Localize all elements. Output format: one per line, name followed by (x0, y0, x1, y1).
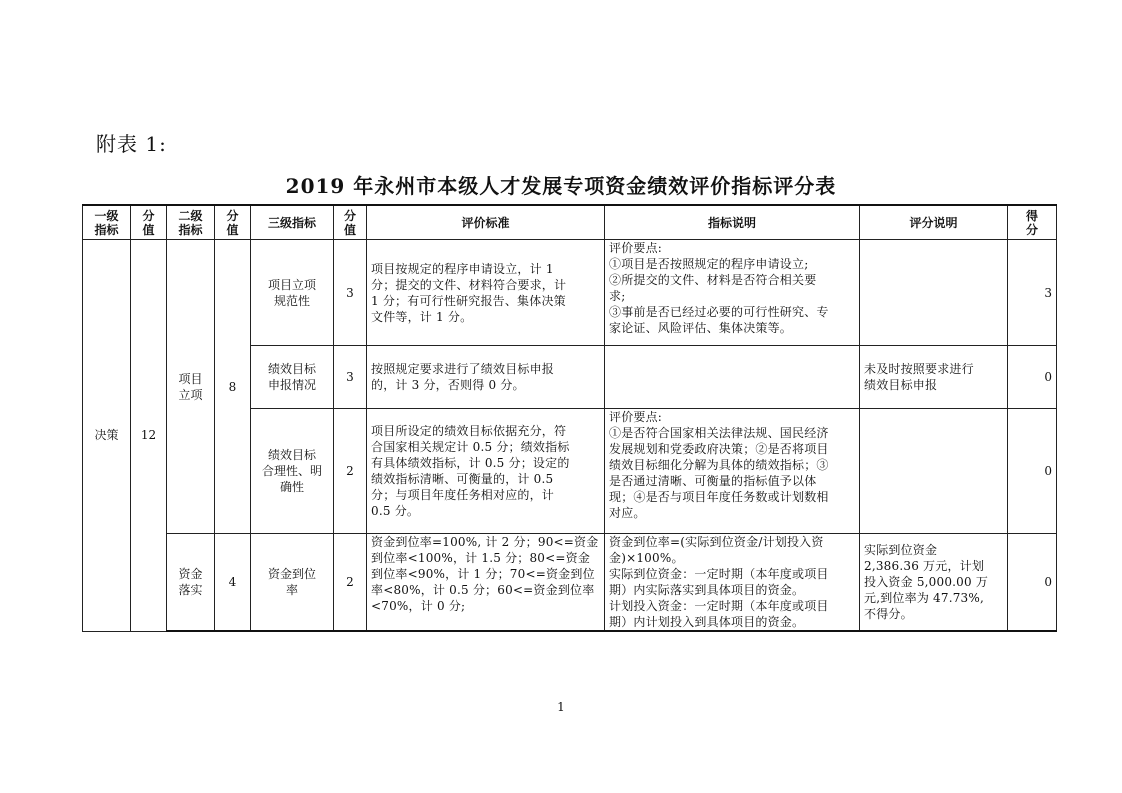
level3-score: 3 (334, 346, 367, 409)
criteria-cell: 按照规定要求进行了绩效目标申报 的，计 3 分，否则得 0 分。 (367, 346, 605, 409)
header-level2: 二级 指标 (167, 205, 215, 240)
scoring-note-cell: 实际到位资金 2,386.36 万元，计划 投入资金 5,000.00 万 元,到位率为 47.73%, 不得分。 (860, 534, 1008, 632)
appendix-caption: 附表 1: (96, 132, 167, 156)
table-row (83, 240, 1057, 346)
explanation-cell: 资金到位率=(实际到位资金/计划投入资 金)×100%。 实际到位资金：一定时期（本年度或项目 期）内实际落实到具体项目的资金。 计划投入资金：一定时期（本年度或项目 期）内计划投入到具体项目的资金。 (605, 534, 860, 632)
obtained-score: 0 (1008, 534, 1057, 632)
header-criteria: 评价标准 (367, 205, 605, 240)
obtained-score: 0 (1008, 346, 1057, 409)
explanation-cell (605, 346, 860, 409)
criteria-cell: 项目所设定的绩效目标依据充分，符 合国家相关规定计 0.5 分；绩效指标 有具体绩效指标，计 0.5 分；设定的 绩效指标清晰、可衡量的，计 0.5 分；与项目年度任务相对应的，计 0.5 分。 (367, 409, 605, 534)
level3-name: 绩效目标 合理性、明 确性 (251, 409, 334, 534)
header-obtained: 得 分 (1008, 205, 1057, 240)
level3-name: 资金到位 率 (251, 534, 334, 632)
header-score3: 分 值 (334, 205, 367, 240)
scoring-note-cell (860, 409, 1008, 534)
level2-score: 4 (215, 534, 251, 632)
level2-name: 项目 立项 (167, 240, 215, 534)
level3-score: 2 (334, 534, 367, 632)
criteria-cell: 项目按规定的程序申请设立，计 1 分；提交的文件、材料符合要求，计 1 分；有可行性研究报告、集体决策 文件等，计 1 分。 (367, 240, 605, 346)
level3-score: 3 (334, 240, 367, 346)
level1-name: 决策 (83, 240, 131, 632)
table-header-row (83, 205, 1057, 240)
level1-score: 12 (131, 240, 167, 632)
header-scoring-note: 评分说明 (860, 205, 1008, 240)
scoring-note-cell: 未及时按照要求进行 绩效目标申报 (860, 346, 1008, 409)
table-title: 2019 年永州市本级人才发展专项资金绩效评价指标评分表 (285, 174, 837, 198)
table-row (83, 534, 1057, 632)
header-score2: 分 值 (215, 205, 251, 240)
criteria-cell: 资金到位率=100%, 计 2 分；90<=资金 到位率<100%，计 1.5 分；80<=资金 到位率<90%，计 1 分；70<=资金到位 率<80%，计 0.5 分；60<=资金到位率 <70%，计 0 分; (367, 534, 605, 632)
page-number: 1 (557, 700, 565, 714)
evaluation-table (82, 204, 1057, 632)
level2-score: 8 (215, 240, 251, 534)
explanation-cell: 评价要点: ①项目是否按照规定的程序申请设立; ②所提交的文件、材料是否符合相关要 求; ③事前是否已经过必要的可行性研究、专 家论证、风险评估、集体决策等。 (605, 240, 860, 346)
scoring-note-cell (860, 240, 1008, 346)
header-level3: 三级指标 (251, 205, 334, 240)
level2-name: 资金 落实 (167, 534, 215, 632)
level3-name: 绩效目标 申报情况 (251, 346, 334, 409)
header-level1: 一级 指标 (83, 205, 131, 240)
header-explanation: 指标说明 (605, 205, 860, 240)
level3-score: 2 (334, 409, 367, 534)
obtained-score: 3 (1008, 240, 1057, 346)
obtained-score: 0 (1008, 409, 1057, 534)
level3-name: 项目立项 规范性 (251, 240, 334, 346)
header-score1: 分 值 (131, 205, 167, 240)
explanation-cell: 评价要点: ①是否符合国家相关法律法规、国民经济 发展规划和党委政府决策；②是否将项目 绩效目标细化分解为具体的绩效指标；③ 是否通过清晰、可衡量的指标值予以体 现；④是否与项目年度任务数或计划数相 对应。 (605, 409, 860, 534)
